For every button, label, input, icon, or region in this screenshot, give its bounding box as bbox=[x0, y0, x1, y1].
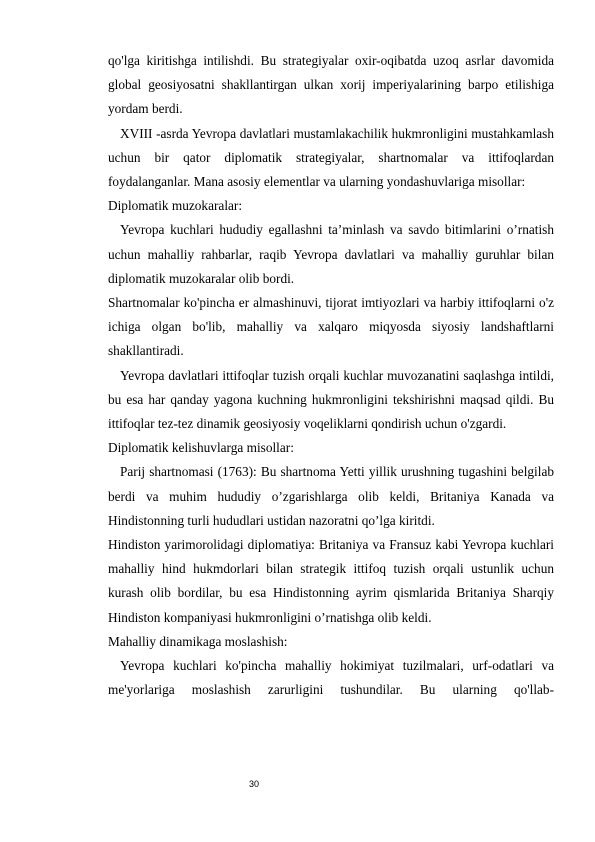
paragraph-india-diplomacy: Hindiston yarimorolidagi diplomatiya: Britaniya va Fransuz kabi Yevropa kuchlari mahalliy hind hukmdorlari bilan strategik ittifoq tuzish orqali ustunlik uchun kurash olib bordilar, bu esa Hindistonning ayrim qismlarida Britaniya Sharqiy Hindiston kompaniyasi hukmronligini o’rnatishga olib keldi. bbox=[108, 537, 554, 625]
paragraph-alliances: Yevropa davlatlari ittifoqlar tuzish orqali kuchlar muvozanatini saqlashga intildi, bu esa har qanday yagona kuchning hukmronligini tekshirishni maqsad qildi. Bu ittifoqlar tez-tez dinamik geosiyosiy voqeliklarni qondirish uchun o'zgardi. bbox=[108, 367, 554, 432]
paragraph-continuation: qo'lga kiritishga intilishdi. Bu strategiyalar oxir-oqibatda uzoq asrlar davomida global geosiyosatni shakllantirgan ulkan xorij imperiyalarining barpo etilishiga yordam berdi. bbox=[108, 53, 554, 117]
paragraph-negotiations: Yevropa kuchlari hududiy egallashni ta’minlash va savdo bitimlarini o’rnatish uchun mahalliy rahbarlar, raqib Yevropa davlatlari va mahalliy guruhlar bilan diplomatik muzokaralar olib bordi. bbox=[108, 222, 554, 286]
section-heading-examples: Diplomatik kelishuvlarga misollar: bbox=[108, 440, 294, 456]
section-heading-adaptation: Mahalliy dinamikaga moslashish: bbox=[108, 633, 288, 649]
page-number: 30 bbox=[248, 779, 259, 789]
paragraph-treaties: Shartnomalar ko'pincha er almashinuvi, tijorat imtiyozlari va harbiy ittifoqlarni o'z ichiga olgan bo'lib, mahalliy va xalqaro miqyosda siyosiy landshaftlarni shakllantiradi. bbox=[108, 295, 554, 359]
paragraph-intro: XVIII -asrda Yevropa davlatlari mustamlakachilik hukmronligini mustahkamlash uchun bir qator diplomatik strategiyalar, shartnomalar va ittifoqlardan foydalanganlar. Mana asosiy elementlar va ularning yondashuvlariga misollar: bbox=[108, 125, 554, 190]
document-page bbox=[108, 49, 554, 702]
paragraph-adaptation: Yevropa kuchlari ko'pincha mahalliy hokimiyat tuzilmalari, urf-odatlari va me'yorlariga moslashish zarurligini tushundilar. Bu ularning qo'llab- bbox=[108, 658, 554, 698]
paragraph-paris-treaty: Parij shartnomasi (1763): Bu shartnoma Yetti yillik urushning tugashini belgilab berdi va muhim hududiy o’zgarishlarga olib keldi, Britaniya Kanada va Hindistonning turli hududlari ustidan nazoratni qo’lga kiritdi. bbox=[108, 464, 554, 528]
section-heading-negotiations: Diplomatik muzokaralar: bbox=[108, 198, 243, 214]
